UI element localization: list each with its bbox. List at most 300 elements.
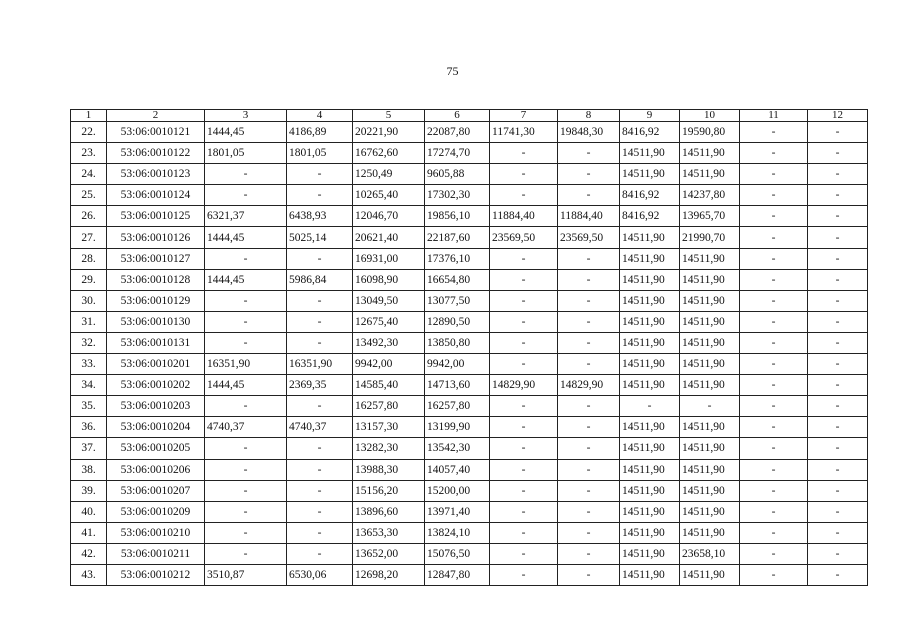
table-cell-col-10: 14511,90 [680, 438, 740, 459]
table-cell-col-2: 53:06:0010128 [107, 269, 205, 290]
table-row [71, 480, 868, 501]
table-row [71, 290, 868, 311]
table-cell-col-10: 14511,90 [680, 459, 740, 480]
table-cell-col-7: 14829,90 [490, 375, 558, 396]
table-cell-col-6: 12890,50 [425, 311, 490, 332]
table-cell-col-3: - [205, 459, 287, 480]
table-cell-col-9: - [620, 396, 680, 417]
table-cell-col-6: 9605,88 [425, 164, 490, 185]
page-number: 75 [446, 64, 459, 78]
column-header-6: 6 [425, 110, 490, 122]
table-cell-col-12: - [808, 164, 868, 185]
table-cell-col-11: - [740, 438, 808, 459]
table-cell-col-4: 5986,84 [287, 269, 353, 290]
table-cell-col-7: - [490, 143, 558, 164]
column-header-1: 1 [71, 110, 107, 122]
table-cell-col-7: - [490, 501, 558, 522]
table-cell-col-2: 53:06:0010129 [107, 290, 205, 311]
table-cell-col-9: 14511,90 [620, 248, 680, 269]
table-cell-col-8: - [558, 480, 620, 501]
table-cell-col-9: 14511,90 [620, 227, 680, 248]
table-row [71, 522, 868, 543]
table-cell-col-10: 14511,90 [680, 311, 740, 332]
table-cell-col-3: - [205, 332, 287, 353]
table-cell-col-2: 53:06:0010207 [107, 480, 205, 501]
table-row [71, 459, 868, 480]
column-header-4: 4 [287, 110, 353, 122]
table-cell-col-2: 53:06:0010206 [107, 459, 205, 480]
table-cell-col-12: - [808, 396, 868, 417]
table-cell-col-3: 6321,37 [205, 206, 287, 227]
column-header-7: 7 [490, 110, 558, 122]
table-cell-col-1: 24. [71, 164, 107, 185]
table-cell-col-12: - [808, 248, 868, 269]
table-cell-col-10: 14511,90 [680, 269, 740, 290]
table-cell-col-3: - [205, 480, 287, 501]
table-cell-col-4: 6438,93 [287, 206, 353, 227]
table-row [71, 311, 868, 332]
table-cell-col-9: 14511,90 [620, 564, 680, 585]
table-cell-col-12: - [808, 311, 868, 332]
table-cell-col-12: - [808, 501, 868, 522]
table-cell-col-11: - [740, 269, 808, 290]
table-cell-col-8: - [558, 311, 620, 332]
table-cell-col-1: 36. [71, 417, 107, 438]
table-cell-col-7: - [490, 396, 558, 417]
table-cell-col-5: 12675,40 [353, 311, 425, 332]
table-cell-col-11: - [740, 248, 808, 269]
table-cell-col-8: - [558, 501, 620, 522]
table-cell-col-7: 23569,50 [490, 227, 558, 248]
table-row [71, 164, 868, 185]
table-cell-col-5: 1250,49 [353, 164, 425, 185]
table-cell-col-12: - [808, 438, 868, 459]
table-header [71, 110, 868, 122]
table-cell-col-10: 14511,90 [680, 143, 740, 164]
table-cell-col-2: 53:06:0010127 [107, 248, 205, 269]
table-cell-col-9: 14511,90 [620, 375, 680, 396]
table-cell-col-3: - [205, 396, 287, 417]
table-cell-col-2: 53:06:0010130 [107, 311, 205, 332]
table-cell-col-4: 4186,89 [287, 122, 353, 143]
table-cell-col-9: 14511,90 [620, 290, 680, 311]
table-cell-col-9: 8416,92 [620, 122, 680, 143]
table-row [71, 122, 868, 143]
table-cell-col-1: 35. [71, 396, 107, 417]
table-cell-col-4: - [287, 438, 353, 459]
table-cell-col-10: 14511,90 [680, 417, 740, 438]
table-cell-col-2: 53:06:0010201 [107, 354, 205, 375]
table-cell-col-8: - [558, 543, 620, 564]
table-cell-col-7: 11884,40 [490, 206, 558, 227]
table-body [71, 122, 868, 586]
table-cell-col-1: 40. [71, 501, 107, 522]
table-cell-col-6: 17274,70 [425, 143, 490, 164]
table-cell-col-5: 14585,40 [353, 375, 425, 396]
table-cell-col-12: - [808, 332, 868, 353]
table-cell-col-7: 11741,30 [490, 122, 558, 143]
table-cell-col-8: - [558, 564, 620, 585]
table-cell-col-11: - [740, 564, 808, 585]
table-cell-col-1: 25. [71, 185, 107, 206]
table-cell-col-10: 14511,90 [680, 164, 740, 185]
table-cell-col-6: 14057,40 [425, 459, 490, 480]
table-cell-col-11: - [740, 480, 808, 501]
table-cell-col-8: - [558, 164, 620, 185]
table-cell-col-4: - [287, 543, 353, 564]
table-cell-col-3: 1444,45 [205, 375, 287, 396]
table-cell-col-6: 22087,80 [425, 122, 490, 143]
table-cell-col-12: - [808, 354, 868, 375]
table-cell-col-8: - [558, 143, 620, 164]
table-cell-col-6: 15076,50 [425, 543, 490, 564]
table-cell-col-12: - [808, 522, 868, 543]
table-cell-col-3: - [205, 543, 287, 564]
table-cell-col-5: 16762,60 [353, 143, 425, 164]
table-cell-col-12: - [808, 480, 868, 501]
table-cell-col-8: - [558, 459, 620, 480]
table-row [71, 396, 868, 417]
table-cell-col-3: 4740,37 [205, 417, 287, 438]
table-cell-col-7: - [490, 311, 558, 332]
table-cell-col-2: 53:06:0010131 [107, 332, 205, 353]
table-cell-col-9: 14511,90 [620, 332, 680, 353]
table-cell-col-7: - [490, 164, 558, 185]
table-cell-col-8: 11884,40 [558, 206, 620, 227]
table-cell-col-6: 13199,90 [425, 417, 490, 438]
table-cell-col-2: 53:06:0010123 [107, 164, 205, 185]
table-cell-col-11: - [740, 375, 808, 396]
table-cell-col-10: 13965,70 [680, 206, 740, 227]
table-row [71, 248, 868, 269]
table-cell-col-11: - [740, 396, 808, 417]
table-cell-col-1: 29. [71, 269, 107, 290]
table-row [71, 227, 868, 248]
table-cell-col-5: 13896,60 [353, 501, 425, 522]
table-cell-col-5: 16257,80 [353, 396, 425, 417]
table-cell-col-5: 15156,20 [353, 480, 425, 501]
table-cell-col-6: 13077,50 [425, 290, 490, 311]
table-row [71, 185, 868, 206]
table-cell-col-10: 21990,70 [680, 227, 740, 248]
table-cell-col-6: 15200,00 [425, 480, 490, 501]
table-cell-col-10: - [680, 396, 740, 417]
table-row [71, 438, 868, 459]
table-cell-col-9: 14511,90 [620, 311, 680, 332]
table-cell-col-9: 14511,90 [620, 417, 680, 438]
table-cell-col-10: 14511,90 [680, 248, 740, 269]
table-cell-col-5: 10265,40 [353, 185, 425, 206]
table-cell-col-12: - [808, 227, 868, 248]
table-cell-col-1: 31. [71, 311, 107, 332]
table-cell-col-5: 13282,30 [353, 438, 425, 459]
table-cell-col-12: - [808, 143, 868, 164]
table-cell-col-8: - [558, 438, 620, 459]
table-cell-col-5: 12046,70 [353, 206, 425, 227]
column-header-9: 9 [620, 110, 680, 122]
table-cell-col-2: 53:06:0010121 [107, 122, 205, 143]
table-row [71, 269, 868, 290]
table-row [71, 543, 868, 564]
table-cell-col-3: 16351,90 [205, 354, 287, 375]
table-cell-col-9: 8416,92 [620, 206, 680, 227]
table-cell-col-5: 13653,30 [353, 522, 425, 543]
table-cell-col-9: 8416,92 [620, 185, 680, 206]
table-cell-col-3: - [205, 522, 287, 543]
table-cell-col-3: 3510,87 [205, 564, 287, 585]
table-cell-col-8: - [558, 248, 620, 269]
table-cell-col-12: - [808, 269, 868, 290]
table-cell-col-2: 53:06:0010126 [107, 227, 205, 248]
table-row [71, 501, 868, 522]
table-cell-col-7: - [490, 459, 558, 480]
table-cell-col-4: - [287, 311, 353, 332]
column-header-11: 11 [740, 110, 808, 122]
table-cell-col-7: - [490, 438, 558, 459]
table-cell-col-4: - [287, 501, 353, 522]
table-cell-col-3: - [205, 501, 287, 522]
table-cell-col-1: 28. [71, 248, 107, 269]
table-cell-col-12: - [808, 564, 868, 585]
table-cell-col-11: - [740, 227, 808, 248]
table-cell-col-9: 14511,90 [620, 522, 680, 543]
table-cell-col-11: - [740, 501, 808, 522]
table-cell-col-1: 34. [71, 375, 107, 396]
table-row [71, 375, 868, 396]
table-cell-col-3: - [205, 311, 287, 332]
table-cell-col-10: 14511,90 [680, 354, 740, 375]
table-cell-col-4: - [287, 185, 353, 206]
table-cell-col-12: - [808, 122, 868, 143]
table-cell-col-3: - [205, 290, 287, 311]
table-cell-col-4: - [287, 459, 353, 480]
table-cell-col-1: 27. [71, 227, 107, 248]
table-cell-col-8: 14829,90 [558, 375, 620, 396]
table-cell-col-3: - [205, 438, 287, 459]
table-cell-col-4: - [287, 290, 353, 311]
table-cell-col-1: 41. [71, 522, 107, 543]
table-cell-col-8: 19848,30 [558, 122, 620, 143]
table-cell-col-11: - [740, 417, 808, 438]
table-cell-col-1: 32. [71, 332, 107, 353]
table-row [71, 417, 868, 438]
table-cell-col-11: - [740, 459, 808, 480]
table-cell-col-11: - [740, 522, 808, 543]
table-cell-col-5: 13492,30 [353, 332, 425, 353]
table-cell-col-4: 1801,05 [287, 143, 353, 164]
table-cell-col-8: - [558, 354, 620, 375]
column-header-3: 3 [205, 110, 287, 122]
table-cell-col-8: - [558, 290, 620, 311]
table-cell-col-7: - [490, 480, 558, 501]
table-cell-col-6: 13824,10 [425, 522, 490, 543]
table-cell-col-5: 20621,40 [353, 227, 425, 248]
table-cell-col-2: 53:06:0010212 [107, 564, 205, 585]
table-cell-col-4: - [287, 480, 353, 501]
table-cell-col-5: 16098,90 [353, 269, 425, 290]
table-cell-col-6: 9942,00 [425, 354, 490, 375]
table-cell-col-2: 53:06:0010203 [107, 396, 205, 417]
table-cell-col-7: - [490, 332, 558, 353]
table-cell-col-3: 1801,05 [205, 143, 287, 164]
table-cell-col-6: 16257,80 [425, 396, 490, 417]
table-cell-col-10: 14511,90 [680, 564, 740, 585]
table-cell-col-4: - [287, 332, 353, 353]
table-cell-col-3: - [205, 185, 287, 206]
table-cell-col-12: - [808, 459, 868, 480]
table-cell-col-4: 16351,90 [287, 354, 353, 375]
table-cell-col-2: 53:06:0010122 [107, 143, 205, 164]
table-cell-col-5: 13988,30 [353, 459, 425, 480]
table-cell-col-12: - [808, 375, 868, 396]
table-cell-col-8: - [558, 332, 620, 353]
table-cell-col-1: 39. [71, 480, 107, 501]
table-cell-col-2: 53:06:0010202 [107, 375, 205, 396]
table-cell-col-11: - [740, 311, 808, 332]
table-cell-col-4: - [287, 164, 353, 185]
table-cell-col-10: 14511,90 [680, 480, 740, 501]
table-cell-col-9: 14511,90 [620, 143, 680, 164]
table-cell-col-8: - [558, 522, 620, 543]
table-cell-col-11: - [740, 206, 808, 227]
table-cell-col-2: 53:06:0010125 [107, 206, 205, 227]
table-cell-col-6: 19856,10 [425, 206, 490, 227]
table-cell-col-3: - [205, 164, 287, 185]
table-cell-col-7: - [490, 269, 558, 290]
table-cell-col-1: 30. [71, 290, 107, 311]
table-cell-col-12: - [808, 417, 868, 438]
table-row [71, 354, 868, 375]
table-cell-col-5: 16931,00 [353, 248, 425, 269]
table-cell-col-8: - [558, 269, 620, 290]
table-cell-col-4: 4740,37 [287, 417, 353, 438]
table-cell-col-10: 19590,80 [680, 122, 740, 143]
table-cell-col-1: 38. [71, 459, 107, 480]
table-cell-col-3: 1444,45 [205, 122, 287, 143]
table-cell-col-6: 13971,40 [425, 501, 490, 522]
table-cell-col-1: 42. [71, 543, 107, 564]
table-cell-col-6: 13850,80 [425, 332, 490, 353]
column-header-5: 5 [353, 110, 425, 122]
table-cell-col-8: 23569,50 [558, 227, 620, 248]
table-cell-col-7: - [490, 522, 558, 543]
table-cell-col-9: 14511,90 [620, 438, 680, 459]
table-cell-col-6: 22187,60 [425, 227, 490, 248]
table-row [71, 564, 868, 585]
table-cell-col-7: - [490, 248, 558, 269]
table-cell-col-10: 14511,90 [680, 290, 740, 311]
table-cell-col-7: - [490, 185, 558, 206]
table-cell-col-5: 13049,50 [353, 290, 425, 311]
table-cell-col-2: 53:06:0010205 [107, 438, 205, 459]
table-cell-col-8: - [558, 185, 620, 206]
table-cell-col-10: 23658,10 [680, 543, 740, 564]
table-cell-col-10: 14237,80 [680, 185, 740, 206]
table-cell-col-11: - [740, 185, 808, 206]
table-cell-col-2: 53:06:0010204 [107, 417, 205, 438]
table-cell-col-12: - [808, 543, 868, 564]
table-row [71, 206, 868, 227]
table-cell-col-1: 26. [71, 206, 107, 227]
table-cell-col-1: 22. [71, 122, 107, 143]
table-cell-col-11: - [740, 164, 808, 185]
table-cell-col-9: 14511,90 [620, 459, 680, 480]
table-cell-col-10: 14511,90 [680, 501, 740, 522]
table-cell-col-9: 14511,90 [620, 543, 680, 564]
table-cell-col-11: - [740, 543, 808, 564]
column-header-10: 10 [680, 110, 740, 122]
table-cell-col-12: - [808, 206, 868, 227]
table-cell-col-1: 23. [71, 143, 107, 164]
table-cell-col-5: 13652,00 [353, 543, 425, 564]
table-cell-col-2: 53:06:0010124 [107, 185, 205, 206]
table-cell-col-6: 14713,60 [425, 375, 490, 396]
table-cell-col-12: - [808, 290, 868, 311]
table-cell-col-11: - [740, 332, 808, 353]
table-cell-col-5: 13157,30 [353, 417, 425, 438]
table-cell-col-2: 53:06:0010211 [107, 543, 205, 564]
table-cell-col-10: 14511,90 [680, 375, 740, 396]
table-cell-col-3: 1444,45 [205, 269, 287, 290]
table-cell-col-7: - [490, 564, 558, 585]
table-cell-col-1: 37. [71, 438, 107, 459]
table-cell-col-6: 17302,30 [425, 185, 490, 206]
table-cell-col-5: 20221,90 [353, 122, 425, 143]
table-cell-col-7: - [490, 354, 558, 375]
table-cell-col-7: - [490, 290, 558, 311]
table-cell-col-7: - [490, 417, 558, 438]
table-cell-col-11: - [740, 354, 808, 375]
table-row [71, 332, 868, 353]
table-cell-col-8: - [558, 396, 620, 417]
table-row [71, 143, 868, 164]
table-cell-col-11: - [740, 290, 808, 311]
table-cell-col-5: 9942,00 [353, 354, 425, 375]
table-cell-col-9: 14511,90 [620, 501, 680, 522]
column-header-2: 2 [107, 110, 205, 122]
table-cell-col-9: 14511,90 [620, 354, 680, 375]
table-cell-col-4: 5025,14 [287, 227, 353, 248]
table-cell-col-9: 14511,90 [620, 164, 680, 185]
table-cell-col-4: - [287, 522, 353, 543]
table-cell-col-3: 1444,45 [205, 227, 287, 248]
table-cell-col-11: - [740, 122, 808, 143]
table-cell-col-5: 12698,20 [353, 564, 425, 585]
table-cell-col-12: - [808, 185, 868, 206]
table-cell-col-4: - [287, 248, 353, 269]
table-cell-col-11: - [740, 143, 808, 164]
table-cell-col-10: 14511,90 [680, 332, 740, 353]
table-cell-col-4: 2369,35 [287, 375, 353, 396]
table-cell-col-6: 13542,30 [425, 438, 490, 459]
column-header-12: 12 [808, 110, 868, 122]
table-cell-col-1: 43. [71, 564, 107, 585]
table-cell-col-2: 53:06:0010209 [107, 501, 205, 522]
table-cell-col-9: 14511,90 [620, 269, 680, 290]
column-header-8: 8 [558, 110, 620, 122]
table-cell-col-4: - [287, 396, 353, 417]
table-cell-col-9: 14511,90 [620, 480, 680, 501]
table-cell-col-6: 16654,80 [425, 269, 490, 290]
data-table [70, 109, 868, 586]
header-row [71, 110, 868, 122]
table-cell-col-1: 33. [71, 354, 107, 375]
table-cell-col-6: 17376,10 [425, 248, 490, 269]
table-cell-col-10: 14511,90 [680, 522, 740, 543]
table-cell-col-2: 53:06:0010210 [107, 522, 205, 543]
table-cell-col-7: - [490, 543, 558, 564]
table-cell-col-3: - [205, 248, 287, 269]
